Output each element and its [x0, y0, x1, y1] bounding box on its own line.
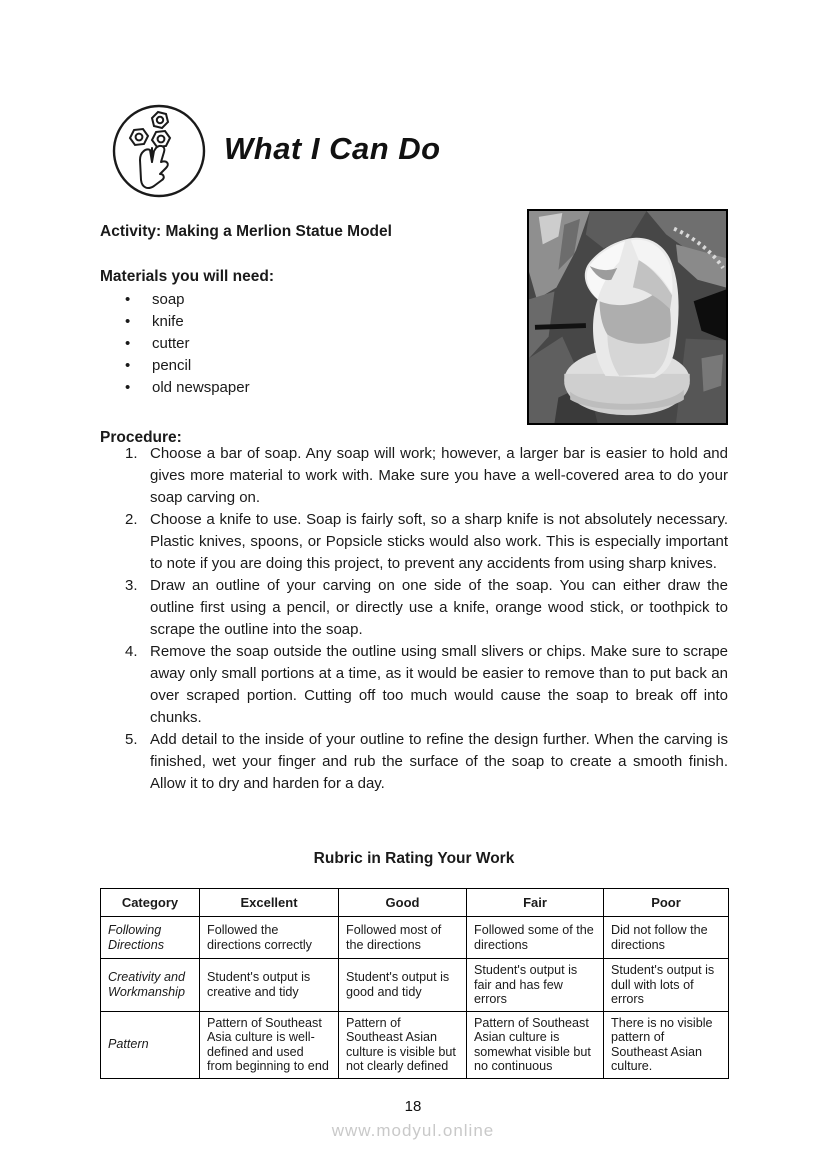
page-number: 18 — [404, 1098, 422, 1115]
watermark: www.modyul.online — [331, 1121, 495, 1140]
step-number: 4. — [125, 643, 138, 660]
procedure-step — [100, 443, 728, 509]
table-row — [101, 917, 729, 959]
bullet-icon: • — [125, 379, 131, 396]
list-item — [125, 333, 250, 355]
procedure-step — [100, 729, 728, 795]
rubric-cell: Pattern of Southeast Asian culture is visible but not clearly defined — [339, 1011, 467, 1078]
list-item — [125, 355, 250, 377]
procedure-step — [100, 641, 728, 729]
bullet-icon: • — [125, 357, 131, 374]
merlion-statue-photo — [527, 209, 728, 425]
step-number: 3. — [125, 577, 138, 594]
rubric-cell: Followed some of the directions — [467, 917, 604, 959]
rubric-heading: Rubric in Rating Your Work — [313, 850, 515, 867]
list-item — [125, 311, 250, 333]
step-text: Choose a bar of soap. Any soap will work; however, a larger bar is easier to hold and gives more material to work with. Make sure you have a well-covered area to do your soap carving on. — [150, 445, 728, 506]
procedure-step — [100, 575, 728, 641]
list-item — [125, 289, 250, 311]
rubric-cell: Pattern of Southeast Asian culture is somewhat visible but no continuous — [467, 1011, 604, 1078]
rubric-cell: Student's output is dull with lots of errors — [604, 959, 729, 1012]
rubric-cell: Followed the directions correctly — [200, 917, 339, 959]
rubric-cell: Student's output is creative and tidy — [200, 959, 339, 1012]
rubric-table — [100, 888, 729, 1079]
rubric-col-header: Poor — [604, 889, 729, 917]
procedure-step — [100, 509, 728, 575]
rubric-cell: Student's output is fair and has few errors — [467, 959, 604, 1012]
step-number: 2. — [125, 511, 138, 528]
bullet-icon: • — [125, 313, 131, 330]
material-label: old newspaper — [152, 379, 250, 396]
table-row — [101, 959, 729, 1012]
rubric-category-cell: Creativity and Workmanship — [101, 959, 200, 1012]
rubric-col-header: Category — [101, 889, 200, 917]
step-text: Add detail to the inside of your outline to refine the design further. When the carving is finished, wet your finger and rub the surface of the soap to create a smooth finish. Allow it to dry and harden for a day. — [150, 731, 728, 792]
rubric-category-cell: Following Directions — [101, 917, 200, 959]
material-label: cutter — [152, 335, 190, 352]
materials-list — [125, 289, 250, 399]
list-item — [125, 377, 250, 399]
activity-title: Activity: Making a Merlion Statue Model — [100, 223, 392, 240]
bullet-icon: • — [125, 291, 131, 308]
procedure-heading: Procedure: — [100, 429, 182, 446]
step-text: Choose a knife to use. Soap is fairly soft, so a sharp knife is not absolutely necessary. Plastic knives, spoons, or Popsicle sticks would also work. This is especially important to note if you are doing this project, to prevent any accidents from using sharp knives. — [150, 511, 728, 572]
material-label: soap — [152, 291, 185, 308]
rubric-header-row — [101, 889, 729, 917]
rubric-cell: Student's output is good and tidy — [339, 959, 467, 1012]
step-text: Remove the soap outside the outline using small slivers or chips. Make sure to scrape away only small portions at a time, as it would be easier to remove than to put back an over scraped portion. Cutting off too much would cause the soap to break off into chunks. — [150, 643, 728, 726]
rubric-col-header: Good — [339, 889, 467, 917]
rubric-category-cell: Pattern — [101, 1011, 200, 1078]
rubric-col-header: Fair — [467, 889, 604, 917]
procedure-list — [100, 443, 728, 795]
materials-heading: Materials you will need: — [100, 268, 274, 285]
rubric-cell: There is no visible pattern of Southeast Asian culture. — [604, 1011, 729, 1078]
material-label: pencil — [152, 357, 192, 374]
step-number: 5. — [125, 731, 138, 748]
rubric-col-header: Excellent — [200, 889, 339, 917]
rubric-cell: Did not follow the directions — [604, 917, 729, 959]
bullet-icon: • — [125, 335, 131, 352]
rubric-cell: Followed most of the directions — [339, 917, 467, 959]
step-text: Draw an outline of your carving on one side of the soap. You can either draw the outline first using a pencil, or directly use a knife, orange wood stick, or toothpick to scrape the outline into the soap. — [150, 577, 728, 638]
page-title: What I Can Do — [224, 131, 441, 166]
hand-holding-nuts-icon — [112, 104, 206, 198]
table-row — [101, 1011, 729, 1078]
rubric-cell: Pattern of Southeast Asia culture is well-defined and used from beginning to end — [200, 1011, 339, 1078]
step-number: 1. — [125, 445, 138, 462]
material-label: knife — [152, 313, 184, 330]
